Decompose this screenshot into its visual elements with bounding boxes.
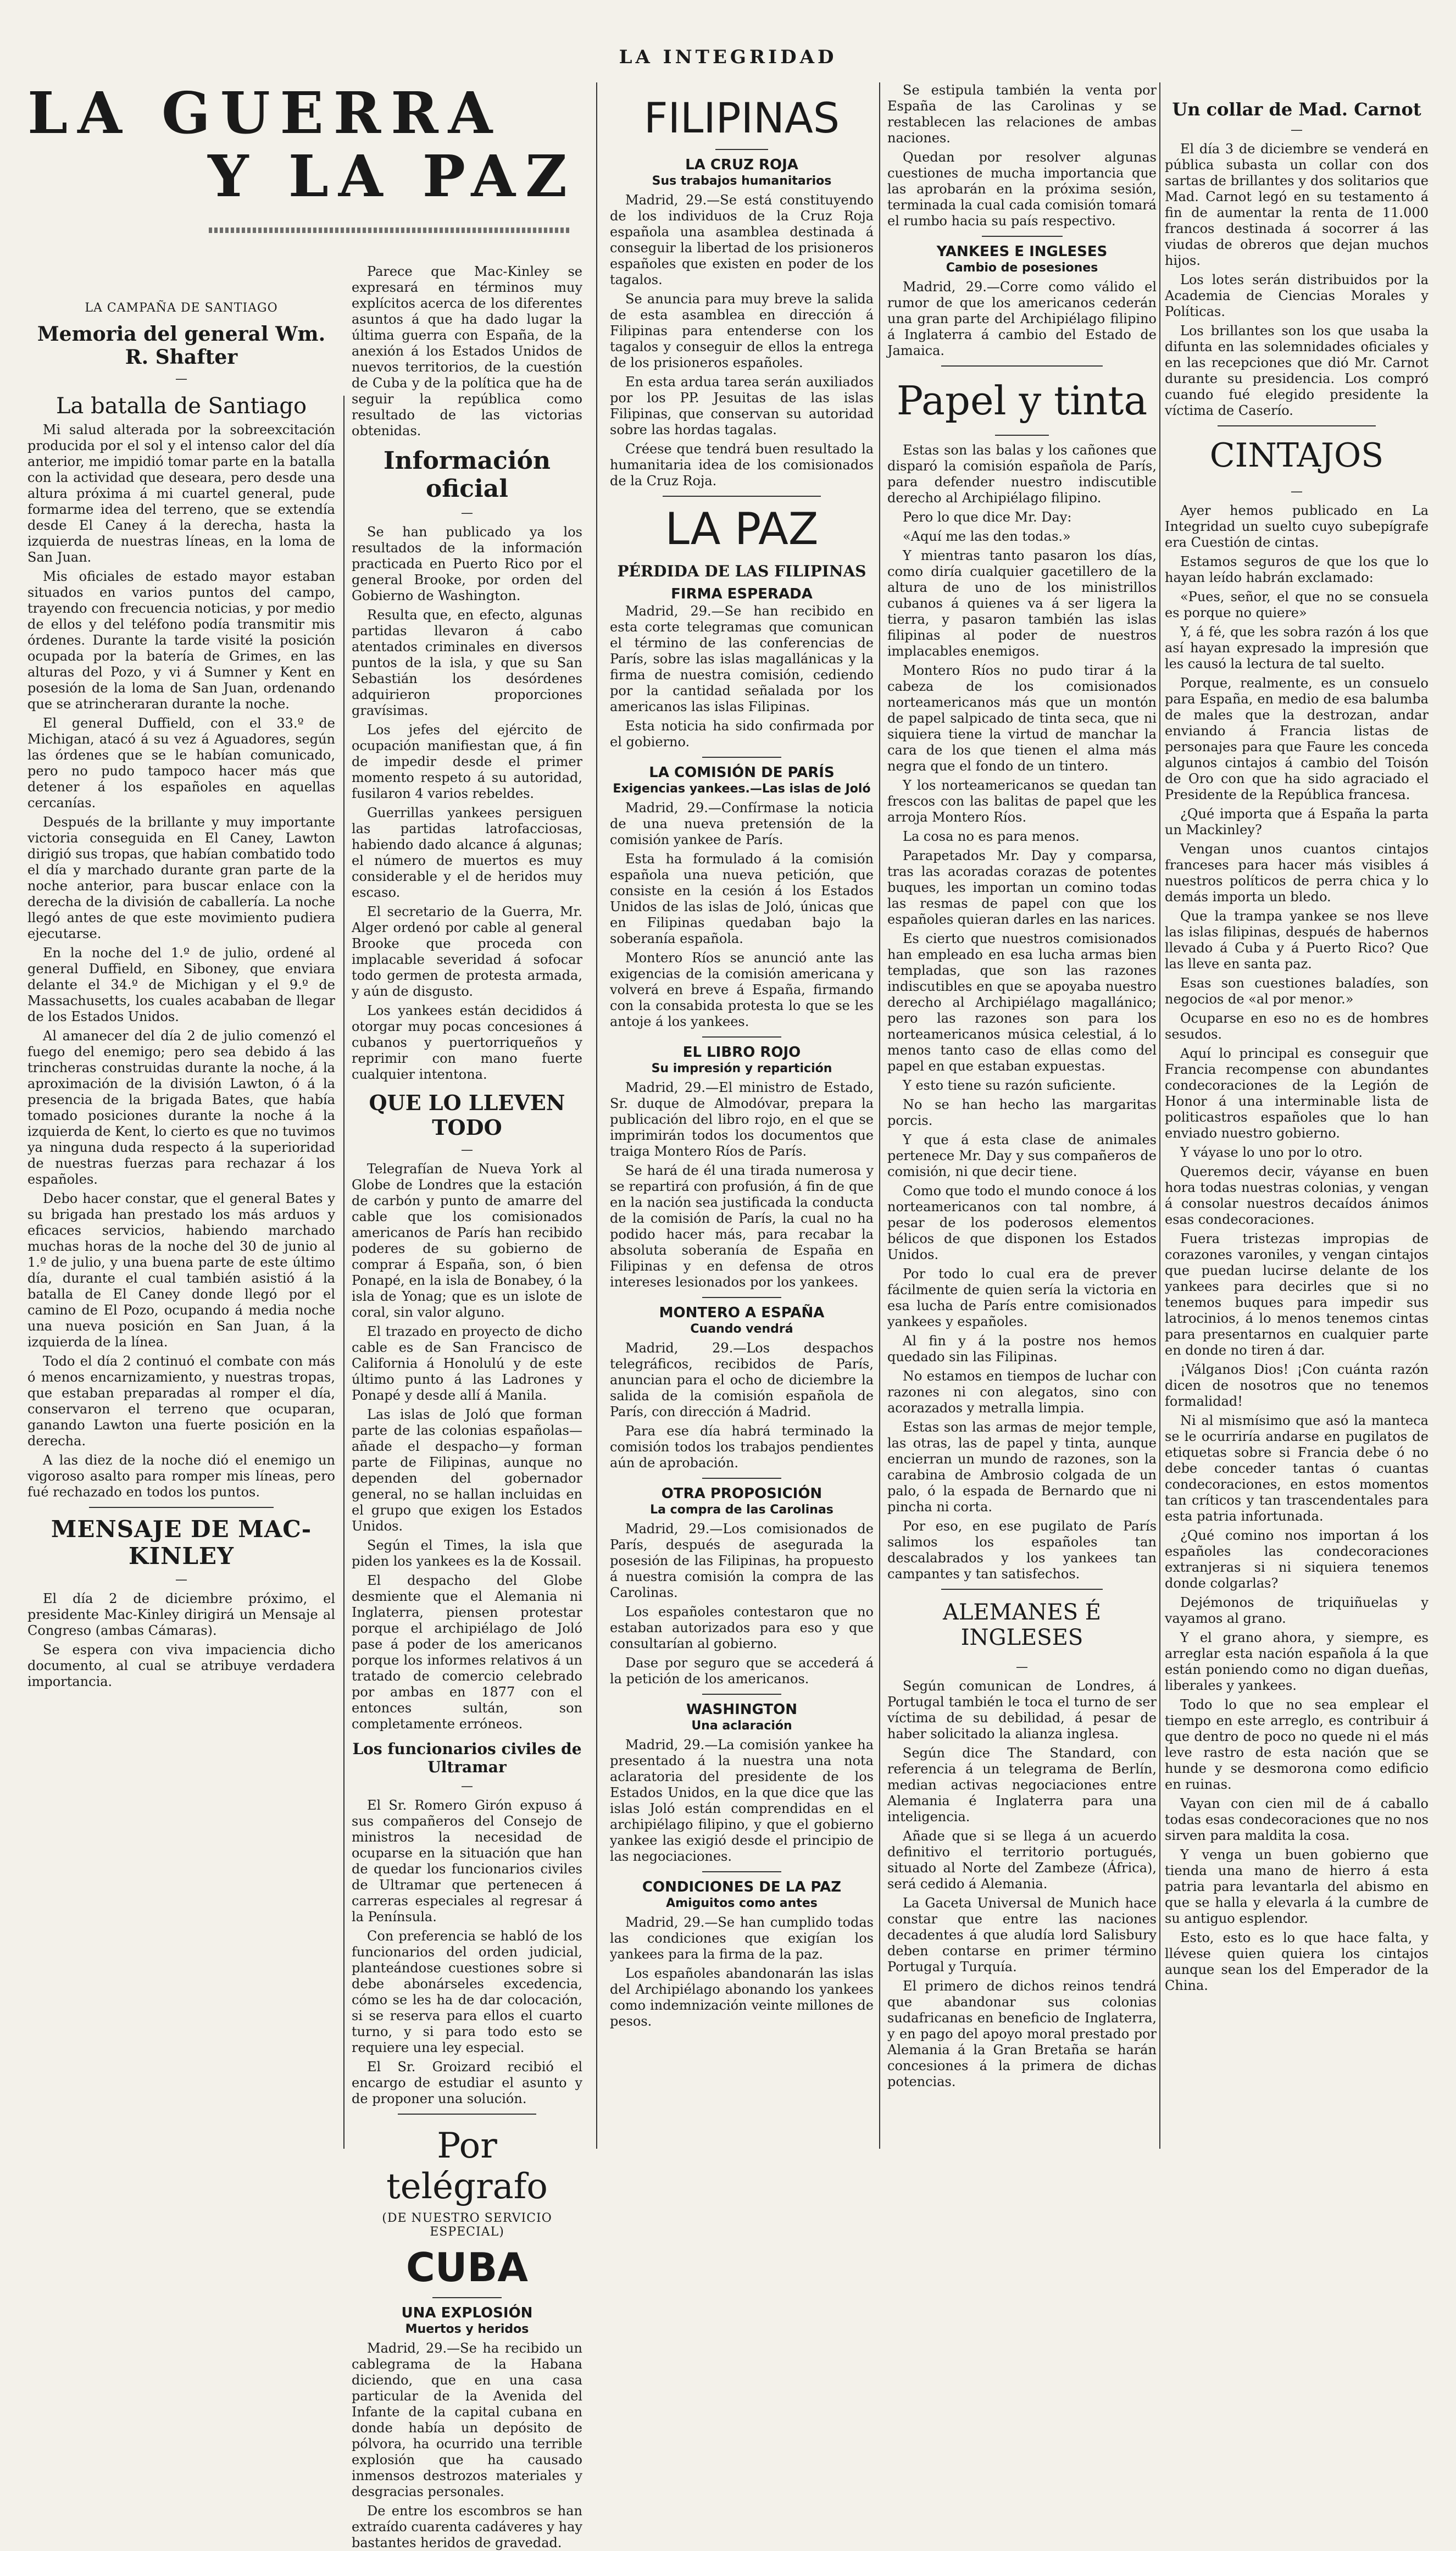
heading-filipinas: FILIPINAS: [643, 93, 840, 142]
paragraph: «Pues, señor, el que no se consuela es porque no quiere»: [1165, 589, 1429, 620]
subheading-muertos-heridos: Muertos y heridos: [405, 2322, 529, 2336]
divider: [89, 1507, 274, 1508]
paragraph: ¿Qué comino nos importan á los españoles las condecoraciones extranjeras si ni siquiera tenemos donde colgarlas?: [1165, 1528, 1429, 1591]
paragraph: Los brillantes son los que usaba la difunta en las solemnidades oficiales y en las recepciones que dió Mr. Carnot durante su presidencia. Los compró cuando fué elegido presidente la víctima de Caserío.: [1165, 323, 1429, 418]
paragraph: Se hará de él una tirada numerosa y se repartirá con profusión, á fin de que en la nación sea justificada la conducta de la comisión de París, la cual no ha podido hacer más, para recabar la absoluta soberanía de España en Filipinas y en defensa de otros intereses lesionados por los yankees.: [610, 1163, 874, 1290]
paragraph: Se espera con viva impaciencia dicho documento, al cual se atribuye verdadera importancia.: [27, 1642, 335, 1689]
paragraph: Los españoles abandonarán las islas del Archipiélago abonando los yankees como indemnización veinte millones de pesos.: [610, 1966, 874, 2029]
paragraph: Para ese día habrá terminado la comisión todos los trabajos pendientes aún de aprobación.: [610, 1423, 874, 1471]
column-rule: [1159, 82, 1160, 2149]
divider: [995, 435, 1049, 436]
paragraph: Dase por seguro que se accederá á la petición de los americanos.: [610, 1655, 874, 1687]
paragraph: El primero de dichos reinos tendrá que abandonar sus colonias sudafricanas en beneficio de Inglaterra, y en pago del apoyo moral prestado por Alemania á la Gran Bretaña se harán concesiones á la primera de dichas potencias.: [887, 1978, 1157, 2089]
paragraph: Y váyase lo uno por lo otro.: [1180, 1145, 1363, 1160]
headline-y-la-paz-wrap: [181, 142, 577, 210]
paragraph: No estamos en tiempos de luchar con razones ni con alegatos, sino con acorazados y metralla limpia.: [887, 1368, 1157, 1416]
paragraph: Madrid, 29.—Confírmase la noticia de una nueva pretensión de la comisión yankee de París.: [610, 800, 874, 847]
paragraph: El general Duffield, con el 33.º de Michigan, atacó á su vez á Aguadores, según las órdenes que se le habían comunicado, pero no pudo tampoco hacer más que detener á los españoles en aquellas cercanías.: [27, 716, 335, 811]
paragraph: Se estipula también la venta por España de las Carolinas y se restablecen las relaciones de ambas naciones.: [887, 82, 1157, 146]
paragraph: Telegrafían de Nueva York al Globe de Londres que la estación de carbón y punto de amarre del cable que los comisionados americanos de París han recibido poderes de su gobierno de comprar á España, son, ó bien Ponapé, en la isla de Bonabey, ó la isla de Yonag; que es un islote de coral, sin valor alguno.: [352, 1161, 582, 1320]
paragraph: Y, á fé, que les sobra razón á los que así hayan expresado la impresión que les causó la lectura de tal suelto.: [1165, 624, 1429, 672]
subheading-servicio-especial: (DE NUESTRO SERVICIO ESPECIAL): [382, 2211, 552, 2239]
heading-perdida-filipinas: PÉRDIDA DE LAS FILIPINAS: [617, 562, 866, 580]
divider: —: [461, 506, 473, 520]
divider: —: [1291, 485, 1303, 498]
column-3: [610, 82, 874, 2149]
divider: [702, 757, 781, 758]
heading-condiciones-paz: CONDICIONES DE LA PAZ: [642, 1879, 842, 1895]
paragraph: Esto, esto es lo que hace falta, y llévese quien quiera los cintajos aunque sean los del Emperador de la China.: [1165, 1930, 1429, 1993]
heading-yankees-ingleses: YANKEES E INGLESES: [936, 243, 1108, 260]
paragraph: Dejémonos de triquiñuelas y vayamos al grano.: [1165, 1595, 1429, 1626]
paragraph: Los lotes serán distribuidos por la Academia de Ciencias Morales y Políticas.: [1165, 272, 1429, 319]
paragraph: Según dice The Standard, con referencia á un telegrama de Berlín, median activas negociaciones entre Alemania é Inglaterra para una inteligencia.: [887, 1745, 1157, 1824]
paragraph: Pero lo que dice Mr. Day:: [903, 509, 1072, 525]
paragraph: El día 3 de diciembre se venderá en pública subasta un collar con dos sartas de brillantes y dos solitarios que Mad. Carnot legó en su testamento á fin de aumentar la renta de 11.000 francos destinada á socorrer á las viudas de obreros que dejan muchos hijos.: [1165, 141, 1429, 268]
headline-y-la-paz: Y LA PAZ: [208, 142, 577, 210]
paragraph: ¡Válganos Dios! ¡Con cuánta razón dicen de nosotros que no tenemos formalidad!: [1165, 1362, 1429, 1409]
paragraph: Como que todo el mundo conoce á los norteamericanos con tal nombre, á pesar de los poderosos elementos bélicos de que disponen los Estados Unidos.: [887, 1183, 1157, 1262]
paragraph: No se han hecho las margaritas porcis.: [887, 1097, 1157, 1128]
divider: —: [1016, 1660, 1028, 1674]
paragraph: Madrid, 29.—Corre como válido el rumor de que los americanos cederán una gran parte del Archipiélago filipino á Inglaterra á cambio del Estado de Jamaica.: [887, 279, 1157, 358]
paragraph: Madrid, 29.—Se ha recibido un cablegrama de la Habana diciendo, que en una casa particular de la Avenida del Infante de la capital cubana en donde había un depósito de pólvora, ha ocurrido una terrible explosión que ha causado inmensos destrozos materiales y desgracias personales.: [352, 2341, 582, 2499]
paragraph: Parece que Mac-Kinley se expresará en términos muy explícitos acerca de los diferentes asuntos á que ha dado lugar la última guerra con España, de la anexión á los Estados Unidos de nuevos territorios, de la cuestión de Cuba y de la política que ha de seguir la república como resultado de las victorias obtenidas.: [352, 264, 582, 439]
heading-libro-rojo: EL LIBRO ROJO: [682, 1044, 801, 1061]
paragraph: Debo hacer constar, que el general Bates y su brigada han prestado los más arduos y eficaces servicios, habiendo marchado muchas horas de la noche del 30 de junio al 1.º de julio, y una buena parte de este último día, durante el cual también asistió á la batalla de El Caney donde llegó por el camino de El Pozo, ocupando á media noche una nueva posición en San Juan, á la izquierda de la línea.: [27, 1191, 335, 1350]
paragraph: Estas son las armas de mejor temple, las otras, las de papel y tinta, aunque encierran un mundo de razones, son la carabina de Ambrosio colgada de un palo, ó la espada de Bernardo que ni pincha ni corta.: [887, 1419, 1157, 1515]
heading-firma-esperada: FIRMA ESPERADA: [671, 586, 813, 602]
paragraph: El Sr. Romero Girón expuso á sus compañeros del Consejo de ministros la necesidad de ocuparse en la situación que han de quedar los funcionarios civiles de Ultramar que pertenecen á carreras especiales al regresar á la Península.: [352, 1798, 582, 1925]
divider: —: [461, 1779, 473, 1793]
subheading-cuando-vendra: Cuando vendrá: [690, 1322, 793, 1336]
section-campana-santiago: LA CAMPAÑA DE SANTIAGO: [85, 301, 278, 315]
heading-por-telegrafo: Por telégrafo: [386, 2126, 548, 2207]
heading-cruz-roja: LA CRUZ ROJA: [685, 157, 798, 173]
paragraph: El trazado en proyecto de dicho cable es de San Francisco de California á Honolulú y de este último punto á las Ladrones y Ponapé y desde allí á Manila.: [352, 1324, 582, 1403]
paragraph: En esta ardua tarea serán auxiliados por los PP. Jesuitas de las islas Filipinas, que conservan su autoridad sobre las hordas tagalas.: [610, 374, 874, 437]
paragraph: Por eso, en ese pugilato de París salimos los españoles tan descalabrados y los yankees tan campantes y tan satisfechos.: [887, 1518, 1157, 1582]
divider: —: [175, 1573, 187, 1587]
paragraph: Madrid, 29.—Se han recibido en esta corte telegramas que comunican el término de las conferencias de París, sobre las islas magallánicas y la firma de nuestra comisión, cediendo por la cantidad señalada por los americanos las islas Filipinas.: [610, 603, 874, 714]
paragraph: Queremos decir, váyanse en buen hora todas nuestras colonias, y vengan á consolar nuestros decaídos ánimos esas condecoraciones.: [1165, 1164, 1429, 1227]
subheading-cambio-posesiones: Cambio de posesiones: [946, 261, 1098, 275]
paragraph: En la noche del 1.º de julio, ordené al general Duffield, en Siboney, que enviara delante el 34.º de Michigan y el 9.º de Massachusetts, los cuales acababan de llegar de los Estados Unidos.: [27, 945, 335, 1024]
paragraph: Y que á esta clase de animales pertenece Mr. Day y sus compañeros de comisión, ni que decir tiene.: [887, 1132, 1157, 1179]
paragraph: Montero Ríos no pudo tirar á la cabeza de los comisionados norteamericanos más que un montón de papel salpicado de tinta seca, que ni siquiera tiene la virtud de manchar la cara de los que tienen el alma más negra que el fondo de un tintero.: [887, 663, 1157, 774]
paragraph: Los jefes del ejército de ocupación manifiestan que, á fin de impedir desde el primer momento respeto á su autoridad, fusilaron 4 varios rebeldes.: [352, 722, 582, 801]
paragraph: Madrid, 29.—El ministro de Estado, Sr. duque de Almodóvar, prepara la publicación del libro rojo, en el que se imprimirán todos los documentos que traiga Montero Ríos de París.: [610, 1080, 874, 1159]
subheading-exigencias-yankees: Exigencias yankees.—Las islas de Joló: [613, 782, 871, 796]
paragraph: Esta noticia ha sido confirmada por el gobierno.: [610, 718, 874, 750]
divider: [702, 1036, 781, 1038]
paragraph: Vayan con cien mil de á caballo todas esas condecoraciones que no nos sirven para maldita la cosa.: [1165, 1796, 1429, 1843]
paragraph: Parapetados Mr. Day y comparsa, tras las acoradas corazas de potentes buques, les importan un comino todas las resmas de papel con que los españoles quieran darles en las narices.: [887, 848, 1157, 927]
paragraph: Esas son cuestiones baladíes, son negocios de «al por menor.»: [1165, 975, 1429, 1007]
divider: [398, 2114, 536, 2115]
paragraph: De entre los escombros se han extraído cuarenta cadáveres y hay bastantes heridos de gravedad.: [352, 2503, 582, 2550]
divider: [432, 2297, 502, 2298]
paragraph: Créese que tendrá buen resultado la humanitaria idea de los comisionados de la Cruz Roja.: [610, 441, 874, 489]
divider: [941, 365, 1103, 367]
paragraph: Según el Times, la isla que piden los yankees es la de Kossail.: [352, 1538, 582, 1569]
paragraph: Ayer hemos publicado en La Integridad un suelto cuyo subepígrafe era Cuestión de cintas.: [1165, 503, 1429, 550]
heading-cuba: CUBA: [406, 2244, 528, 2291]
divider: [1218, 425, 1376, 426]
column-4: [887, 82, 1157, 2149]
paragraph: Porque, realmente, es un consuelo para España, en medio de esa balumba de males que la destrozan, andar enviando á Francia listas de personajes para que Faure les conceda algunos cintajos á cambio del Toisón de Oro con que ha sido agraciado el Presidente de la República francesa.: [1165, 675, 1429, 802]
paragraph: El día 2 de diciembre próximo, el presidente Mac-Kinley dirigirá un Mensaje al Congreso (ambas Cámaras).: [27, 1591, 335, 1638]
paragraph: ¿Qué importa que á España la parta un Mackinley?: [1165, 806, 1429, 838]
paragraph: Madrid, 29.—La comisión yankee ha presentado á la nuestra una nota aclaratoria del presidente de los Estados Unidos, en la que dice que las islas Joló están comprendidas en el archipiélago filipino, y que el gobierno yankee las exigió desde el principio de las negociaciones.: [610, 1737, 874, 1864]
heading-una-explosion: UNA EXPLOSIÓN: [401, 2305, 533, 2321]
divider: [702, 1297, 781, 1298]
heading-comision-paris: LA COMISIÓN DE PARÍS: [649, 764, 835, 781]
heading-washington: WASHINGTON: [686, 1701, 798, 1718]
subheading-amiguitos: Amiguitos como antes: [666, 1896, 818, 1910]
subheading-compra-carolinas: La compra de las Carolinas: [650, 1503, 833, 1517]
paragraph: Mis oficiales de estado mayor estaban situados en varios puntos del campo, trayendo con frecuencia noticias, y por medio de ellos y del teléfono podía transmitir mis órdenes. Durante la tarde visité la posición ocupada por la batería de Grimes, en las alturas del Pozo, y vi á Sumner y Kent en posesión de la loma de San Juan, ordenando que se atrincheraran durante la noche.: [27, 569, 335, 712]
paragraph: Al amanecer del día 2 de julio comenzó el fuego del enemigo; pero sea debido á las trincheras construidas durante la noche, á la aproximación de la división Lawton, ó á la presencia de la brigada Bates, que había tomado posiciones durante la noche á la izquierda de Kent, lo cierto es que no tuvimos ya ninguna duda respecto á la superioridad de nuestras fuerzas para rechazar á los españoles.: [27, 1028, 335, 1187]
heading-que-lo-lleven-todo: QUE LO LLEVEN TODO: [369, 1090, 565, 1140]
paragraph: Montero Ríos se anunció ante las exigencias de la comisión americana y volverá en breve á España, firmando con la consabida protesta lo que se les antoje á los yankees.: [610, 950, 874, 1029]
heading-otra-proposicion: OTRA PROPOSICIÓN: [661, 1485, 823, 1502]
paragraph: Madrid, 29.—Los comisionados de París, después de asegurada la posesión de las Filipinas, ha propuesto á nuestra comisión la compra de las Carolinas.: [610, 1521, 874, 1600]
paragraph: Madrid, 29.—Se está constituyendo de los individuos de la Cruz Roja española una asamblea destinada á conseguir la libertad de los prisioneros españoles que existen en poder de los tagalos.: [610, 192, 874, 287]
heading-la-paz: LA PAZ: [665, 503, 819, 554]
paragraph: Los españoles contestaron que no estaban autorizados para eso y que consultarían al gobierno.: [610, 1604, 874, 1651]
divider: [702, 1871, 781, 1872]
paragraph: Esta ha formulado á la comisión española una nueva petición, que consiste en la cesión á los Estados Unidos de las islas de Joló, únicas que en Filipinas quedaban bajo la soberanía española.: [610, 851, 874, 946]
paragraph: Estamos seguros de que los que lo hayan leído habrán exclamado:: [1165, 554, 1429, 585]
column-2: [352, 264, 582, 2550]
paragraph: Según comunican de Londres, á Portugal también le toca el turno de ser víctima de su debilidad, á pesar de haber solicitado la alianza inglesa.: [887, 1678, 1157, 1742]
paragraph: Los yankees están decididos á otorgar muy pocas concesiones á cubanos y puertorriqueños y reprimir con mano fuerte cualquier intentona.: [352, 1003, 582, 1082]
divider: [663, 496, 821, 497]
paragraph: Madrid, 29.—Se han cumplido todas las condiciones que exigían los yankees para la firma de la paz.: [610, 1915, 874, 1962]
paragraph: Resulta que, en efecto, algunas partidas llevaron á cabo atentados criminales en diversos puntos de la isla, y que su San Sebastián los desórdenes adquirieron proporciones gravísimas.: [352, 607, 582, 718]
paragraph: Vengan unos cuantos cintajos franceses para hacer más visibles á nuestros políticos de perra chica y lo demás importa un bledo.: [1165, 841, 1429, 905]
paragraph: «Aquí me las den todas.»: [903, 529, 1071, 544]
subheading-aclaracion: Una aclaración: [691, 1719, 792, 1733]
paragraph: La Gaceta Universal de Munich hace constar que entre las naciones decadentes á que aludía lord Salisbury deben contarse en primer término Portugal y Turquía.: [887, 1895, 1157, 1975]
paragraph: Y esto tiene su razón suficiente.: [903, 1078, 1116, 1093]
paragraph: Y los norteamericanos se quedan tan frescos con las balitas de papel que les arroja Montero Ríos.: [887, 778, 1157, 825]
paragraph: Las islas de Joló que forman parte de las colonias españolas—añade el despacho—y forman parte de Filipinas, aunque no dependen del gobernador general, no se hallan incluidas en el grupo que exigen los Estados Unidos.: [352, 1407, 582, 1534]
paragraph: Y el grano ahora, y siempre, es arreglar esta nación española á la que están poniendo como no digan dueñas, liberales y yankees.: [1165, 1630, 1429, 1693]
divider: [209, 228, 571, 233]
heading-memoria-shafter: Memoria del general Wm. R. Shafter: [37, 323, 326, 369]
paragraph: Todo el día 2 continuó el combate con más ó menos encarnizamiento, y nuestras tropas, que estaban preparadas al romper el día, conservaron el terreno que ocuparan, ganando Lawton una fuerte posición en la derecha.: [27, 1354, 335, 1449]
divider: [982, 236, 1063, 237]
column-rule: [596, 82, 597, 2149]
divider: [715, 149, 768, 150]
heading-montero-espana: MONTERO A ESPAÑA: [659, 1305, 825, 1321]
paragraph: Con preferencia se habló de los funcionarios del orden judicial, planteándose cuestiones sobre si debe abonárseles excedencia, cómo se les ha de dar colocación, si se reserva para ellos el cuarto turno, y si para todo esto se requiere una ley especial.: [352, 1928, 582, 2055]
paragraph: Es cierto que nuestros comisionados han empleado en esa lucha armas bien templadas, que son las razones indiscutibles en que se apoyaba nuestro derecho al Archipiélago magallánico; pero las razones son para los norteamericanos música celestial, á lo menos tanto caso de ellas como del papel en que estaban expuestas.: [887, 931, 1157, 1074]
paragraph: Todo lo que no sea emplear el tiempo en este arreglo, es contribuir á que dentro de poco no quede ni el más leve rastro de esta nación que se hunde y se desmorona como edificio en ruinas.: [1165, 1697, 1429, 1792]
heading-mensaje-mackinley: MENSAJE DE MAC-KINLEY: [51, 1516, 312, 1570]
paragraph: Se han publicado ya los resultados de la información practicada en Puerto Rico por el general Brooke, por orden del Gobierno de Washington.: [352, 524, 582, 603]
heading-collar-carnot: Un collar de Mad. Carnot: [1172, 99, 1421, 120]
paragraph: A las diez de la noche dió el enemigo un vigoroso asalto para romper mis líneas, pero fué rechazado en todos los puntos.: [27, 1452, 335, 1500]
heading-cintajos: CINTAJOS: [1209, 436, 1384, 475]
divider: [941, 1589, 1103, 1590]
subheading-trabajos-humanitarios: Sus trabajos humanitarios: [652, 174, 832, 188]
paragraph: Por todo lo cual era de prever fácilmente de quien sería la victoria en esa lucha de París entre comisionados yankees y españoles.: [887, 1266, 1157, 1329]
paragraph: Después de la brillante y muy importante victoria conseguida en El Caney, Lawton dirigió sus tropas, que habían combatido todo el día y marchado durante gran parte de la noche anterior, para buscar enlace con la derecha de la división de caballería. La noche llegó antes de que este movimiento pudiera ejecutarse.: [27, 814, 335, 941]
paragraph: Ocuparse en eso no es de hombres sesudos.: [1165, 1011, 1429, 1042]
divider: [702, 1694, 781, 1695]
paragraph: Fuera tristezas impropias de corazones varoniles, y vengan cintajos que puedan lucirse delante de los yankees para decirles que si no tenemos buques para impedir sus latrocinios, á lo menos tenemos cintas para presentarnos en cualquier parte en donde no tiren á dar.: [1165, 1231, 1429, 1358]
heading-alemanes-ingleses: ALEMANES É INGLESES: [942, 1600, 1101, 1650]
paragraph: Aquí lo principal es conseguir que Francia recompense con abundantes condecoraciones de la Legión de Honor á una interminable lista de politicastros españoles que lo han enviado nuestro gobierno.: [1165, 1046, 1429, 1141]
paragraph: El despacho del Globe desmiente que el Alemania ni Inglaterra, piensen protestar porque el archipiélago de Joló pase á poder de los americanos porque los informes relativos á un tratado de comercio celebrado por ambas en 1877 con el entonces sultán, son completamente erróneos.: [352, 1573, 582, 1732]
paragraph: El secretario de la Guerra, Mr. Alger ordenó por cable al general Brooke que proceda con implacable severidad á sofocar todo germen de protesta armada, y aún de disgusto.: [352, 904, 582, 999]
paragraph: Madrid, 29.—Los despachos telegráficos, recibidos de París, anuncian para el ocho de diciembre la salida de la comisión española de París, con dirección á Madrid.: [610, 1340, 874, 1419]
paragraph: La cosa no es para menos.: [903, 829, 1080, 844]
heading-papel-tinta: Papel y tinta: [896, 378, 1148, 424]
masthead: LA INTEGRIDAD: [619, 46, 837, 68]
paragraph: Estas son las balas y los cañones que disparó la comisión española de París, para defender nuestro indiscutible derecho al Archipiélago filipino.: [887, 442, 1157, 506]
column-rule: [343, 396, 344, 2149]
heading-funcionarios-ultramar: Los funcionarios civiles de Ultramar: [352, 1740, 582, 1776]
paragraph: Mi salud alterada por la sobreexcitación producida por el sol y el intenso calor del día anterior, me impidió tomar parte en la batalla con la actividad que deseara, pero desde una altura próxima á mi cuartel general, pude formarme idea del terreno, que se extendía desde El Caney á la derecha, hasta la izquierda de nuestras líneas, en la loma de San Juan.: [27, 422, 335, 565]
paragraph: Se anuncia para muy breve la salida de esta asamblea en dirección á Filipinas para entenderse con los tagalos y conseguir de ellos la entrega de los prisioneros españoles.: [610, 291, 874, 370]
paragraph: Que la trampa yankee se nos lleve las islas filipinas, después de habernos llevado á Cuba y á Puerto Rico? Que las lleve en santa paz.: [1165, 908, 1429, 972]
heading-informacion-oficial: Información oficial: [384, 447, 551, 503]
divider: —: [461, 1143, 473, 1157]
headline-la-guerra: LA GUERRA: [27, 79, 503, 147]
column-rule: [879, 82, 880, 2149]
subheading-impresion: Su impresión y repartición: [651, 1062, 832, 1075]
paragraph: El Sr. Groizard recibió el encargo de estudiar el asunto y de proponer una solución.: [352, 2059, 582, 2106]
paragraph: Ni al mismísimo que asó la manteca se le ocurriría andarse en pugilatos de etiquetas sobre si Francia debe ó no debe conceder tantas ó cuantas condecoraciones, en estos momentos tan críticos y tan trascendentales para esta patria infortunada.: [1165, 1413, 1429, 1524]
heading-batalla-santiago: La batalla de Santiago: [55, 393, 307, 419]
divider: —: [1291, 123, 1303, 137]
paragraph: Y venga un buen gobierno que tienda una mano de hierro á esta patria para levantarla del abismo en que se halla y elevarla á la cumbre de su antiguo esplendor.: [1165, 1847, 1429, 1926]
divider: —: [175, 372, 187, 386]
paragraph: Guerrillas yankees persiguen las partidas latrofacciosas, habiendo dado alcance á algunas; el número de muertos es muy considerable y el de heridos muy escaso.: [352, 805, 582, 900]
paragraph: Quedan por resolver algunas cuestiones de mucha importancia que las aprobarán en la próxima sesión, terminada la cual cada comisión tomará el rumbo hacia su país respectivo.: [887, 149, 1157, 229]
divider: [702, 1478, 781, 1479]
paragraph: Al fin y á la postre nos hemos quedado sin las Filipinas.: [887, 1333, 1157, 1365]
column-5: [1165, 82, 1429, 2149]
paragraph: Añade que si se llega á un acuerdo definitivo el territorio portugués, situado al Norte del Zambeze (África), será cedido á Alemania.: [887, 1828, 1157, 1892]
paragraph: Y mientras tanto pasaron los días, como diría cualquier gacetillero de la altura de uno de los ministrillos cubanos á quienes va á ser ligera la tierra, y pasaron también las islas filipinas al poder de nuestros implacables enemigos.: [887, 548, 1157, 659]
